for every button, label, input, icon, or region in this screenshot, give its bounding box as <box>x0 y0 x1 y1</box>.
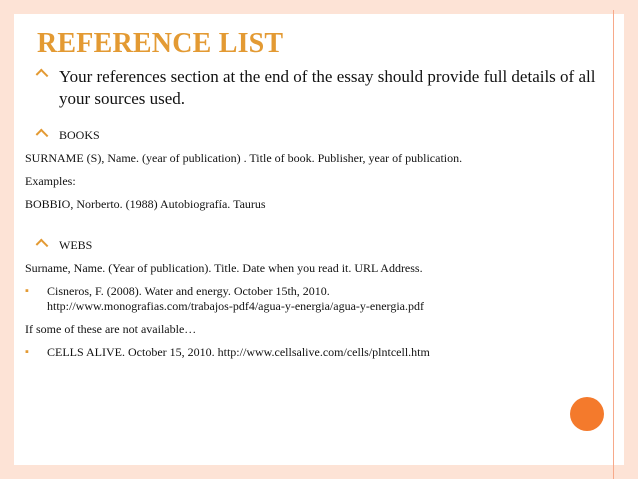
webs-example1-line1: Cisneros, F. (2008). Water and energy. October 15th, 2010. <box>47 284 330 298</box>
dot-bullet-icon: ▪ <box>25 285 29 297</box>
books-heading-item <box>37 128 597 143</box>
frame-right <box>624 0 638 479</box>
frame-bottom <box>0 465 638 479</box>
frame-left <box>0 0 14 479</box>
slide-content <box>25 28 597 360</box>
slide-title: REFERENCE LIST <box>37 28 284 59</box>
intro-item <box>37 66 597 110</box>
webs-heading-item <box>37 238 597 253</box>
webs-format: Surname, Name. (Year of publication). Title. Date when you read it. URL Address. <box>25 261 423 275</box>
books-examples-label: Examples: <box>25 174 76 188</box>
webs-example1-url[interactable]: http://www.monografias.com/trabajos-pdf4/agua-y-energia/agua-y-energia.pdf <box>47 299 424 313</box>
books-heading: BOOKS <box>59 128 100 142</box>
frame-top <box>0 0 638 14</box>
webs-example2 <box>25 345 597 360</box>
webs-heading: WEBS <box>59 238 93 252</box>
frame-line <box>613 10 614 479</box>
webs-note: If some of these are not available… <box>25 322 197 336</box>
intro-text: Your references section at the end of the essay should provide full details of all your sources used. <box>59 67 596 108</box>
books-format: SURNAME (S), Name. (year of publication) . Title of book. Publisher, year of publication. <box>25 151 463 165</box>
webs-example2-text: CELLS ALIVE. October 15, 2010. http://www.cellsalive.com/cells/plntcell.htm <box>47 345 430 359</box>
webs-example1 <box>25 284 597 314</box>
dot-bullet-icon: ▪ <box>25 346 29 358</box>
decorative-circle <box>570 397 604 431</box>
books-example: BOBBIO, Norberto. (1988) Autobiografía. Taurus <box>25 197 266 211</box>
